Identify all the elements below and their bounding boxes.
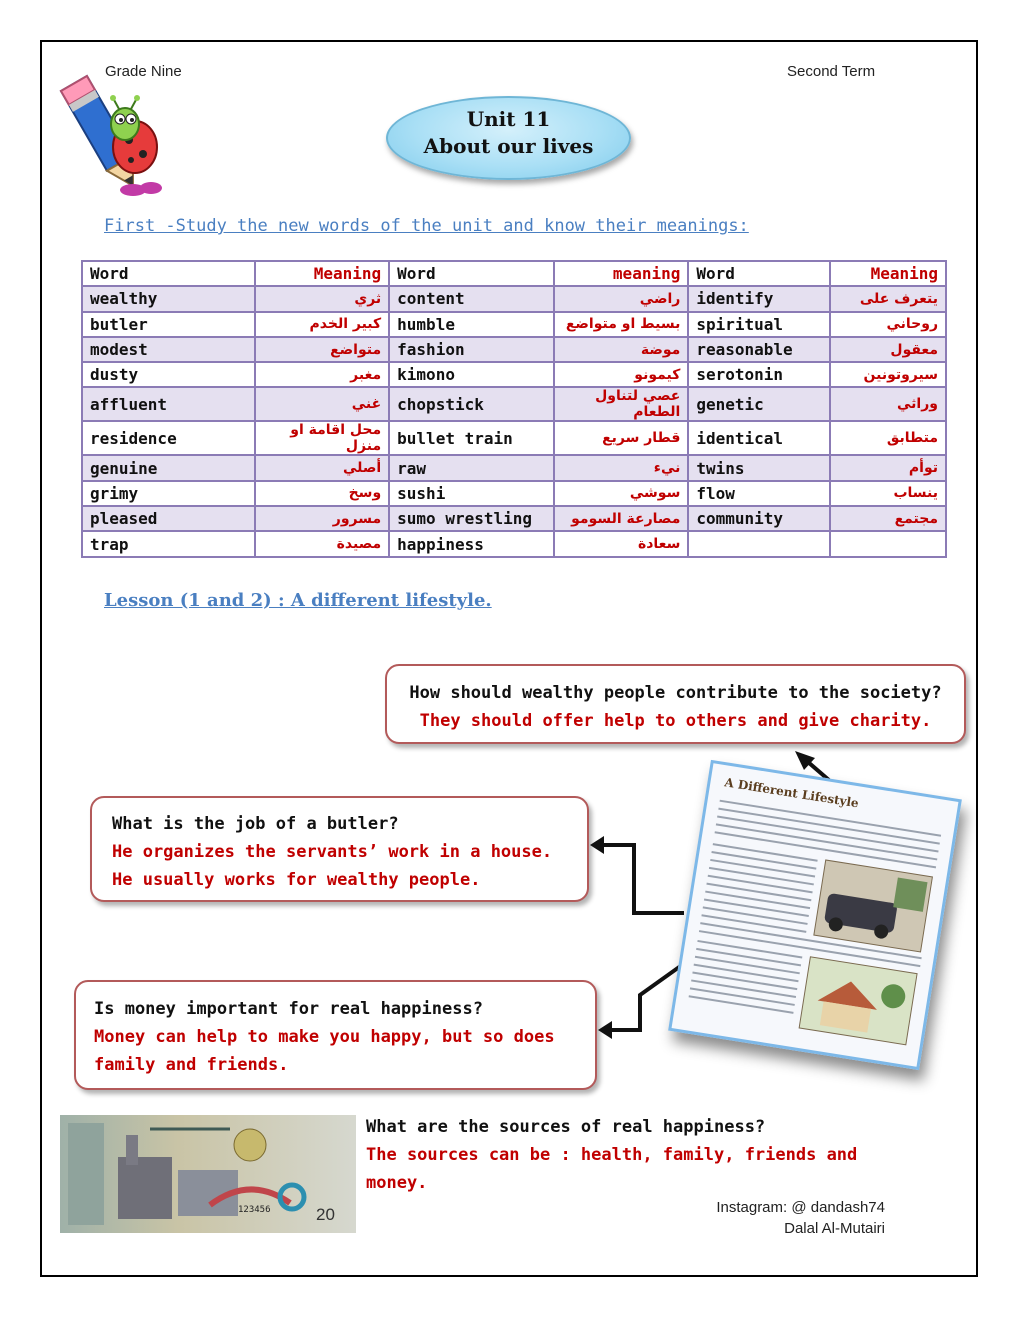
answer-text: He usually works for wealthy people. <box>112 870 481 890</box>
word-cell: trap <box>82 531 255 556</box>
word-cell: community <box>688 506 830 531</box>
word-cell: reasonable <box>688 337 830 362</box>
meaning-cell: توأم <box>830 455 946 480</box>
meaning-cell: روحاني <box>830 312 946 337</box>
answer-text: They should offer help to others and give charity. <box>419 711 932 731</box>
word-cell: kimono <box>389 362 554 387</box>
meaning-cell: سيروتونين <box>830 362 946 387</box>
article-body-graphic <box>672 791 954 1067</box>
word-cell: fashion <box>389 337 554 362</box>
meaning-cell: نيء <box>554 455 689 480</box>
article-title: A Different Lifestyle <box>723 775 860 811</box>
meaning-cell: متطابق <box>830 421 946 455</box>
column-header: Word <box>389 261 554 286</box>
meaning-cell: عصي لتناول الطعام <box>554 387 689 421</box>
banknote-graphic <box>60 1115 356 1233</box>
meaning-cell: مسرور <box>255 506 390 531</box>
meaning-cell: أصلي <box>255 455 390 480</box>
word-cell: serotonin <box>688 362 830 387</box>
meaning-cell: بسيط او متواضع <box>554 312 689 337</box>
word-cell: pleased <box>82 506 255 531</box>
word-cell: grimy <box>82 481 255 506</box>
meaning-cell: ينساب <box>830 481 946 506</box>
article-page-image <box>668 760 962 1070</box>
meaning-cell: سوشي <box>554 481 689 506</box>
word-cell: butler <box>82 312 255 337</box>
banknote-denomination: 20 <box>316 1205 335 1224</box>
answer-text: The sources can be : health, family, friends and <box>366 1145 858 1165</box>
word-cell: dusty <box>82 362 255 387</box>
word-cell: modest <box>82 337 255 362</box>
meaning-cell: كبير الخدم <box>255 312 390 337</box>
question-block-happiness <box>366 1113 857 1197</box>
meaning-cell: راضي <box>554 286 689 311</box>
word-cell: twins <box>688 455 830 480</box>
column-header: Meaning <box>830 261 946 286</box>
question-text: What is the job of a butler? <box>112 814 399 834</box>
word-cell: residence <box>82 421 255 455</box>
answer-text: Money can help to make you happy, but so does <box>94 1027 555 1047</box>
meaning-cell: يتعرف على <box>830 286 946 311</box>
word-cell: happiness <box>389 531 554 556</box>
word-cell: wealthy <box>82 286 255 311</box>
meaning-cell: معقول <box>830 337 946 362</box>
meaning-cell: غني <box>255 387 390 421</box>
word-cell: raw <box>389 455 554 480</box>
word-cell: flow <box>688 481 830 506</box>
arrowhead <box>598 1021 612 1039</box>
term-label: Second Term <box>787 63 876 80</box>
word-cell: affluent <box>82 387 255 421</box>
meaning-cell: ثري <box>255 286 390 311</box>
unit-number: Unit 11 <box>466 107 551 131</box>
meaning-cell: متواضع <box>255 337 390 362</box>
banknote-serial: 123456 <box>238 1205 271 1215</box>
column-header: meaning <box>554 261 689 286</box>
word-cell: bullet train <box>389 421 554 455</box>
question-text: Is money important for real happiness? <box>94 999 483 1019</box>
banknote-image <box>60 1115 356 1233</box>
column-header: Word <box>82 261 255 286</box>
meaning-cell: مصيدة <box>255 531 390 556</box>
column-header: Word <box>688 261 830 286</box>
lesson-title: Lesson (1 and 2) : A different lifestyle. <box>104 590 492 611</box>
arrowhead <box>590 836 604 854</box>
section-title: First -Study the new words of the unit and know their meanings: <box>104 216 749 236</box>
word-cell: genetic <box>688 387 830 421</box>
meaning-cell: محل اقامة او منزل <box>255 421 390 455</box>
word-cell: identify <box>688 286 830 311</box>
answer-text: He organizes the servants’ work in a house. <box>112 842 553 862</box>
unit-name: About our lives <box>423 134 594 158</box>
answer-text: family and friends. <box>94 1055 289 1075</box>
meaning-cell: قطار سريع <box>554 421 689 455</box>
word-cell: content <box>389 286 554 311</box>
credit-block <box>716 1197 885 1239</box>
word-cell: spiritual <box>688 312 830 337</box>
word-cell: identical <box>688 421 830 455</box>
meaning-cell: سعادة <box>554 531 689 556</box>
answer-text: money. <box>366 1173 428 1193</box>
author-credit: Dalal Al-Mutairi <box>784 1220 885 1237</box>
meaning-cell: كيمونو <box>554 362 689 387</box>
arrow-to-butler-box <box>598 845 682 913</box>
question-text: What are the sources of real happiness? <box>366 1117 766 1137</box>
word-cell: sumo wrestling <box>389 506 554 531</box>
word-cell: sushi <box>389 481 554 506</box>
column-header: Meaning <box>255 261 390 286</box>
meaning-cell: موضة <box>554 337 689 362</box>
word-cell: genuine <box>82 455 255 480</box>
instagram-credit: Instagram: @ dandash74 <box>716 1199 885 1216</box>
word-cell: humble <box>389 312 554 337</box>
meaning-cell: مجتمع <box>830 506 946 531</box>
grade-label: Grade Nine <box>105 63 182 80</box>
question-text: How should wealthy people contribute to the society? <box>409 683 942 703</box>
meaning-cell: وراثي <box>830 387 946 421</box>
meaning-cell: مغبر <box>255 362 390 387</box>
meaning-cell: مصارعة السومو <box>554 506 689 531</box>
meaning-cell: وسخ <box>255 481 390 506</box>
word-cell: chopstick <box>389 387 554 421</box>
